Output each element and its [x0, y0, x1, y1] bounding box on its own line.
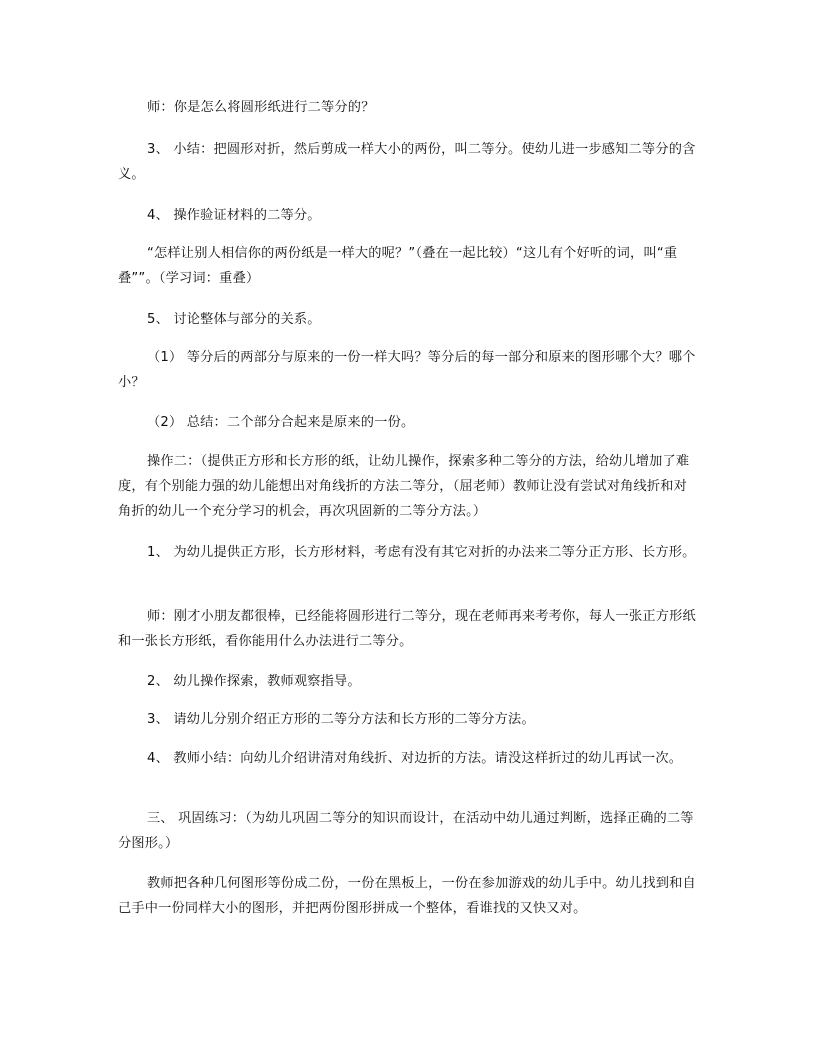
- paragraph-game: 教师把各种几何图形等份成二份，一份在黑板上，一份在参加游戏的幼儿手中。幼儿找到和自己手中一份同样大小的图形，并把两份图形拼成一个整体，看谁找的又快又对。: [118, 876, 696, 916]
- paragraph-summary-2: （2） 总结：二个部分合起来是原来的一份。: [147, 415, 415, 430]
- paragraph-step-2: 2、 幼儿操作探索，教师观察指导。: [147, 674, 361, 689]
- paragraph-teacher-challenge: 师：刚才小朋友都很棒，已经能将圆形进行二等分，现在老师再来考考你，每人一张正方形纸和一张长方形纸，看你能用什么办法进行二等分。: [118, 609, 696, 649]
- paragraph-discuss-5: 5、 讨论整体与部分的关系。: [147, 312, 321, 327]
- paragraph-verify-4: 4、 操作验证材料的二等分。: [147, 208, 321, 223]
- paragraph-step-1: 1、 为幼儿提供正方形，长方形材料，考虑有没有其它对折的办法来二等分正方形、长方形。: [147, 545, 696, 560]
- paragraph-overlap-quote: “怎样让别人相信你的两份纸是一样大的呢？”（叠在一起比较）“这儿有个好听的词，叫“重叠””。（学习词：重叠）: [118, 246, 678, 286]
- paragraph-step-4: 4、 教师小结：向幼儿介绍讲清对角线折、对边折的方法。请没这样折过的幼儿再试一次。: [147, 751, 683, 766]
- paragraph-question-1: （1） 等分后的两部分与原来的一份一样大吗？等分后的每一部分和原来的图形哪个大？哪个小？: [118, 350, 696, 390]
- paragraph-step-3: 3、 请幼儿分别介绍正方形的二等分方法和长方形的二等分方法。: [147, 712, 535, 727]
- paragraph-teacher-question: 师：你是怎么将圆形纸进行二等分的？: [147, 100, 375, 115]
- paragraph-operation-two: 操作二：（提供正方形和长方形的纸，让幼儿操作，探索多种二等分的方法，给幼儿增加了难度，有个别能力强的幼儿能想出对角线折的方法二等分，（屈老师）教师让没有尝试对角线折和对角折的幼儿一个充分学习的机会，再次巩固新的二等分方法。）: [118, 454, 690, 519]
- paragraph-summary-3: 3、 小结：把圆形对折，然后剪成一样大小的两份，叫二等分。使幼儿进一步感知二等分的含义。: [118, 142, 696, 182]
- paragraph-consolidation: 三、 巩固练习：（为幼儿巩固二等分的知识而设计，在活动中幼儿通过判断，选择正确的二等分图形。）: [118, 811, 694, 851]
